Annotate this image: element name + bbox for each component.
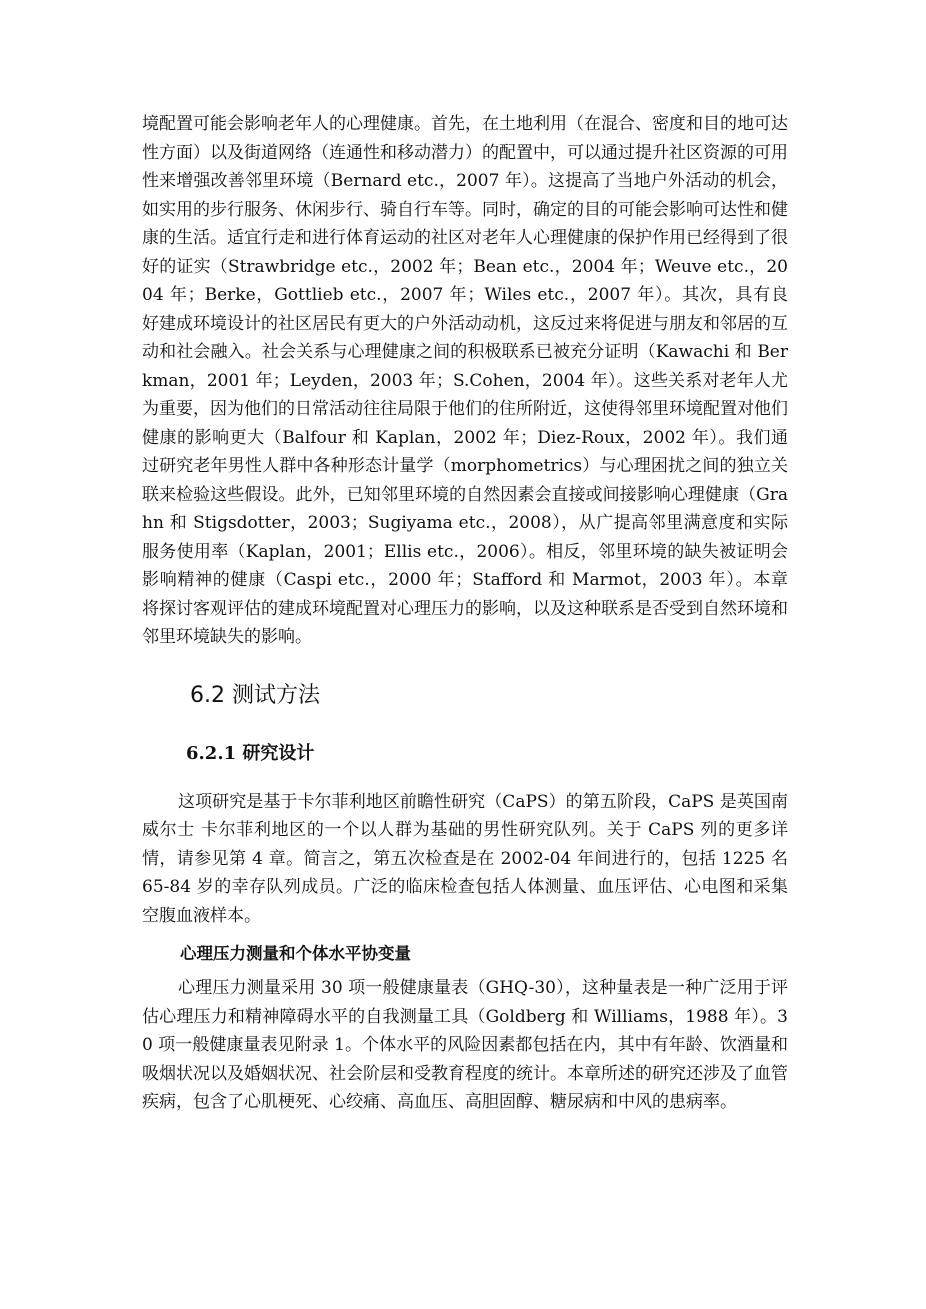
- section-heading: 6.2 测试方法: [190, 682, 320, 708]
- measurement-paragraph: 心理压力测量采用 30 项一般健康量表（GHQ-30），这种量表是一种广泛用于评估心理压力和精神障碍水平的自我测量工具（Goldberg 和 Williams，1988 年）。30 项一般健康量表见附录 1。个体水平的风险因素都包括在内，其中有年龄、饮酒量和吸烟状况以及婚姻状况、社会阶层和受教育程度的统计。本章所述的研究还涉及了血管疾病，包含了心肌梗死、心绞痛、高血压、高胆固醇、糖尿病和中风的患病率。: [142, 978, 788, 1112]
- intro-paragraph: 境配置可能会影响老年人的心理健康。首先，在土地利用（在混合、密度和目的地可达性方面）以及街道网络（连通性和移动潜力）的配置中，可以通过提升社区资源的可用性来增强改善邻里环境（Bernard etc.，2007 年）。这提高了当地户外活动的机会，如实用的步行服务、休闲步行、骑自行车等。同时，确定的目的可能会影响可达性和健康的生活。适宜行走和进行体育运动的社区对老年人心理健康的保护作用已经得到了很好的证实（Strawbridge etc.，2002 年；Bean etc.，2004 年；Weuve etc.，2004 年；Berke，Gottlieb etc.，2007 年；Wiles etc.，2007 年）。其次，具有良好建成环境设计的社区居民有更大的户外活动动机，这反过来将促进与朋友和邻居的互动和社会融入。社会关系与心理健康之间的积极联系已被充分证明（Kawachi 和 Berkman，2001 年；Leyden，2003 年；S.Cohen，2004 年）。这些关系对老年人尤为重要，因为他们的日常活动往往局限于他们的住所附近，这使得邻里环境配置对他们健康的影响更大（Balfour 和 Kaplan，2002 年；Diez-Roux，2002 年）。我们通过研究老年男性人群中各种形态计量学（morphometrics）与心理困扰之间的独立关联来检验这些假设。此外，已知邻里环境的自然因素会直接或间接影响心理健康（Grahn 和 Stigsdotter，2003；Sugiyama etc.，2008），从广提高邻里满意度和实际服务使用率（Kaplan，2001；Ellis etc.，2006）。相反，邻里环境的缺失被证明会影响精神的健康（Caspi etc.，2000 年；Stafford 和 Marmot，2003 年）。本章将探讨客观评估的建成环境配置对心理压力的影响，以及这种联系是否受到自然环境和邻里环境缺失的影响。: [142, 114, 788, 647]
- study-design-paragraph: 这项研究是基于卡尔菲利地区前瞻性研究（CaPS）的第五阶段，CaPS 是英国南威尔士 卡尔菲利地区的一个以人群为基础的男性研究队列。关于 CaPS 列的更多详情，请参见第 4 章。简言之，第五次检查是在 2002-04 年间进行的，包括 1225 名 65-84 岁的幸存队列成员。广泛的临床检查包括人体测量、血压评估、心电图和采集空腹血液样本。: [142, 791, 788, 926]
- document-body: [142, 110, 788, 1117]
- measurement-heading: 心理压力测量和个体水平协变量: [180, 944, 411, 963]
- subsection-heading: 6.2.1 研究设计: [186, 742, 315, 764]
